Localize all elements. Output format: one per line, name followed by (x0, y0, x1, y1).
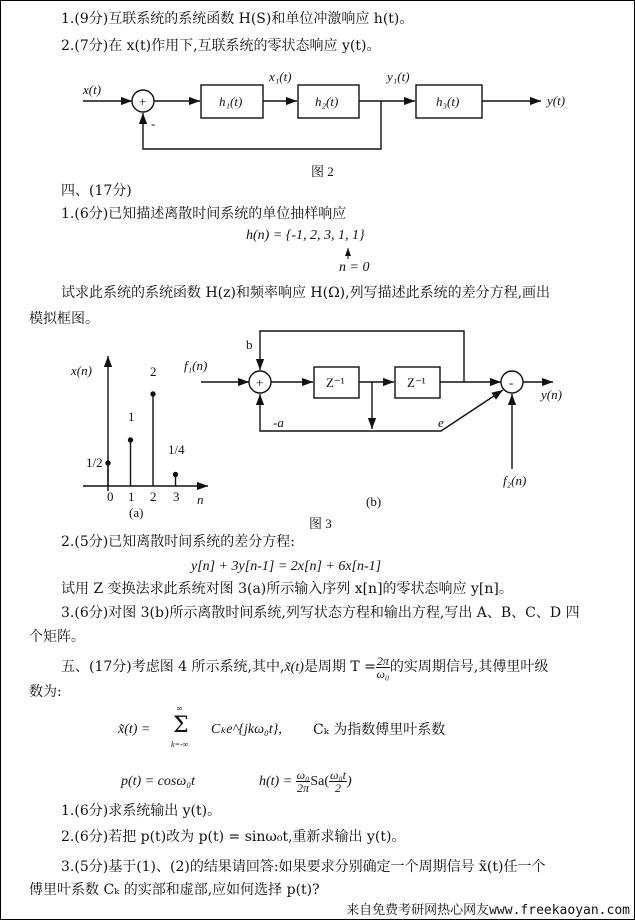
fig2-y1-label: y₁(t) (387, 69, 410, 84)
stem-dot-2 (151, 392, 155, 396)
fig3b-b-label: b (246, 337, 253, 352)
stem-label-0: 1/2 (86, 455, 103, 470)
q5-1-text: 1.(6分)求系统输出 y(t)。 (61, 803, 222, 819)
figure-3a (83, 356, 208, 491)
fig2-input-label: x(t) (83, 82, 102, 97)
ht-arg-num: ω₀t (330, 768, 346, 783)
fig3b-z1-label: Z⁻¹ (326, 375, 345, 390)
q4-2-text: 2.(5分)已知离散时间系统的差分方程: (61, 534, 295, 550)
fig3b-sum1-sign: + (256, 375, 264, 390)
tick-2: 2 (150, 489, 157, 504)
fig3a-caption: (a) (129, 505, 144, 520)
q4-1-text: 1.(6分)已知描述离散时间系统的单位抽样响应 (61, 206, 347, 222)
ht-close: ) (346, 774, 352, 789)
ht-arg-fraction (329, 769, 347, 794)
fig2-h2-label: h₂(t) (315, 94, 339, 109)
s5-xt: x̃(t) (284, 660, 304, 675)
tick-3: 3 (173, 489, 180, 504)
fig3b-a-label: -a (273, 415, 284, 430)
period-fraction (376, 655, 390, 680)
q4-1-para1: 试求此系统的系统函数 H(z)和频率响应 H(Ω),列写描述此系统的差分方程,画出 (61, 285, 551, 301)
ht-den: 2π (296, 781, 309, 796)
fig2-h3-label: h₃(t) (436, 94, 460, 109)
q3-1-text: 1.(9分)互联系统的系统函数 H(S)和单位冲激响应 h(t)。 (61, 11, 414, 27)
stem-dot-0 (106, 461, 110, 465)
q5-2-text: 2.(6分)若把 p(t)改为 p(t) = sinω₀t,重新求输出 y(t)。 (61, 829, 406, 845)
q5-3b-text: 傅里叶系数 Cₖ 的实部和虚部,应如何选择 p(t)? (29, 882, 320, 898)
fig3b-y-label: y(n) (541, 387, 562, 402)
period-num: 2π (376, 653, 389, 668)
ht-definition (259, 765, 352, 799)
stem-dot-3 (174, 473, 178, 477)
fig3-caption: 图 3 (309, 516, 332, 531)
fig3a-ylabel: x(n) (71, 363, 92, 378)
q3-2-text: 2.(7分)在 x(t)作用下,互联系统的零状态响应 y(t)。 (61, 38, 381, 54)
ht-fraction (296, 769, 311, 794)
section5-heading (61, 653, 548, 682)
difference-equation: y[n] + 3y[n-1] = 2x[n] + 6x[n-1] (191, 559, 382, 574)
fig2-sum-sign: + (139, 94, 147, 109)
figure-3b (201, 331, 553, 469)
fig3b-f2-label: f₂(n) (503, 473, 527, 488)
fig3b-z2-label: Z⁻¹ (407, 375, 426, 390)
stem-label-1: 1 (128, 409, 135, 424)
ht-arg-den: 2 (334, 781, 341, 796)
watermark: 来自免费考研网热心网友www.freekaoyan.com (346, 903, 630, 918)
sum-top: ∞ (176, 704, 183, 713)
s5-heading-a: 五、(17分)考虑图 4 所示系统,其中, (61, 659, 285, 675)
fig2-x1-label: x₁(t) (269, 69, 292, 84)
tick-0: 0 (107, 489, 114, 504)
series-rhs: Cₖe^{jkω₀t}, (211, 722, 282, 737)
fig3b-e-label: e (438, 415, 444, 430)
fig2-h1-label: h₁(t) (219, 94, 243, 109)
fig3b-sum2-sign: - (509, 375, 514, 390)
sum-symbol: Σ (173, 713, 189, 738)
period-den: ω₀ (376, 666, 390, 681)
fig3b-caption: (b) (366, 494, 382, 509)
hn-equation: h(n) = {-1, 2, 3, 1, 1} (246, 228, 365, 243)
ht-lhs: h(t) = (259, 774, 293, 789)
section5-heading2: 数为: (29, 684, 62, 700)
pt-definition: p(t) = cosω₀t (121, 774, 195, 789)
q4-3-text: 3.(6分)对图 3(b)所示离散时间系统,列写状态方程和输出方程,写出 A、B、C、D 四 (61, 605, 580, 621)
stem-label-2: 2 (150, 364, 157, 379)
n0-label: n = 0 (339, 260, 370, 275)
ck-note: Cₖ 为指数傅里叶系数 (313, 722, 446, 738)
stem-dot-1 (129, 438, 133, 442)
fig3a-xlabel: n (197, 492, 204, 507)
fig2-feedback-sign: - (151, 116, 156, 131)
sum-bottom: k=-∞ (171, 740, 189, 749)
q4-1-para2: 模拟框图。 (29, 311, 99, 327)
stem-label-3: 1/4 (168, 442, 185, 457)
s5-heading-c: 的实周期信号,其傅里叶级 (389, 659, 549, 675)
series-lhs: x̃(t) = (118, 722, 151, 737)
q4-2b-text: 试用 Z 变换法求此系统对图 3(a)所示输入序列 x[n]的零状态响应 y[n]。 (61, 581, 513, 597)
fig3b-f1-label: f₁(n) (184, 358, 208, 373)
tick-1: 1 (128, 489, 135, 504)
s5-heading-b: 是周期 T = (303, 659, 376, 675)
ht-sa: Sa( (310, 774, 329, 789)
ht-num: ω₀ (296, 768, 310, 783)
q5-3-text: 3.(5分)基于(1)、(2)的结果请回答:如果要求分别确定一个周期信号 x̃(t)任一个 (61, 859, 546, 875)
fig2-caption: 图 2 (311, 164, 334, 179)
section4-heading: 四、(17分) (61, 183, 132, 199)
fig2-output-label: y(t) (547, 93, 566, 108)
q4-3b-text: 个矩阵。 (29, 629, 85, 645)
